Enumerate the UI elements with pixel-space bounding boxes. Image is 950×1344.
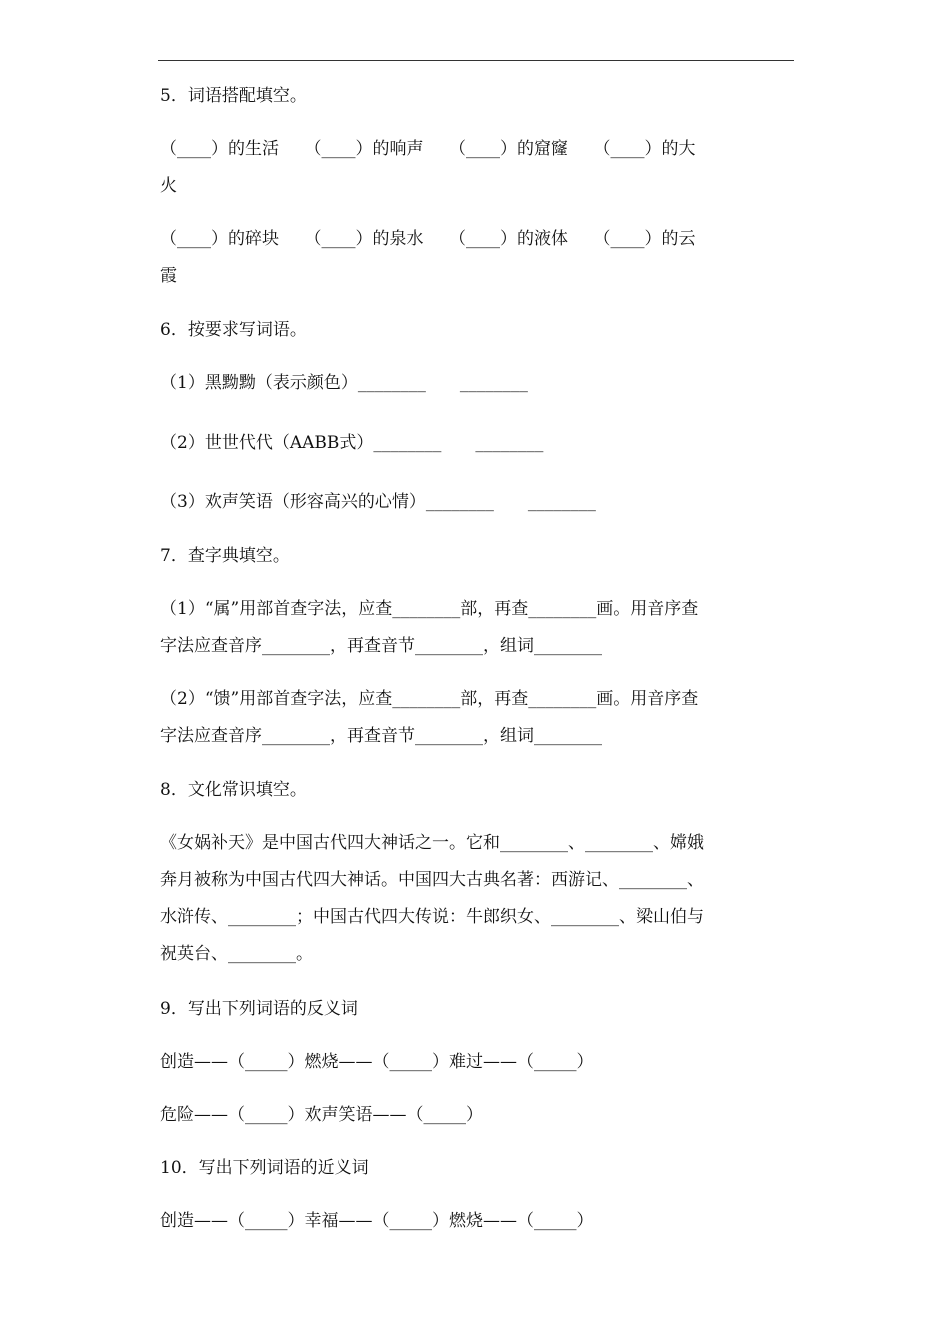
q5-row2-wrap: 霞	[160, 266, 177, 286]
q6-item2: （2）世世代代（AABB式）________ ________	[160, 433, 544, 453]
q7-item1-line1: （1）“属”用部首查字法，应查________部，再查________画。用音序查	[160, 599, 699, 619]
q6-item3: （3）欢声笑语（形容高兴的心情）________ ________	[160, 492, 596, 512]
q8-para-line2: 奔月被称为中国古代四大神话。中国四大古典名著：西游记、________、	[160, 870, 704, 890]
q8-heading: 8．文化常识填空。	[160, 780, 307, 800]
q5-heading: 5．词语搭配填空。	[160, 86, 307, 106]
q8-para-line3: 水浒传、________；中国古代四大传说：牛郎织女、________、梁山伯与	[160, 907, 704, 927]
q5-row1: （____）的生活 （____）的响声 （____）的窟窿 （____）的大	[160, 139, 696, 159]
q8-para-line1: 《女娲补天》是中国古代四大神话之一。它和________、________、嫦娥	[160, 833, 704, 853]
q8-para-line4: 祝英台、________。	[160, 944, 313, 964]
q6-heading: 6．按要求写词语。	[160, 320, 307, 340]
q5-row1-wrap: 火	[160, 176, 177, 196]
q7-item1-line2: 字法应查音序________，再查音节________，组词________	[160, 636, 602, 656]
q7-heading: 7．查字典填空。	[160, 546, 290, 566]
header-rule	[158, 60, 794, 61]
q10-heading: 10．写出下列词语的近义词	[160, 1158, 369, 1178]
q7-item2-line1: （2）“馈”用部首查字法，应查________部，再查________画。用音序查	[160, 689, 699, 709]
q9-row1: 创造——（_____）燃烧——（_____）难过——（_____）	[160, 1052, 594, 1072]
q9-row2: 危险——（_____）欢声笑语——（_____）	[160, 1105, 483, 1125]
q6-item1: （1）黑黝黝（表示颜色）________ ________	[160, 373, 528, 393]
q9-heading: 9．写出下列词语的反义词	[160, 999, 358, 1019]
q10-row1: 创造——（_____）幸福——（_____）燃烧——（_____）	[160, 1211, 594, 1231]
q5-row2: （____）的碎块 （____）的泉水 （____）的液体 （____）的云	[160, 229, 696, 249]
q7-item2-line2: 字法应查音序________，再查音节________，组词________	[160, 726, 602, 746]
